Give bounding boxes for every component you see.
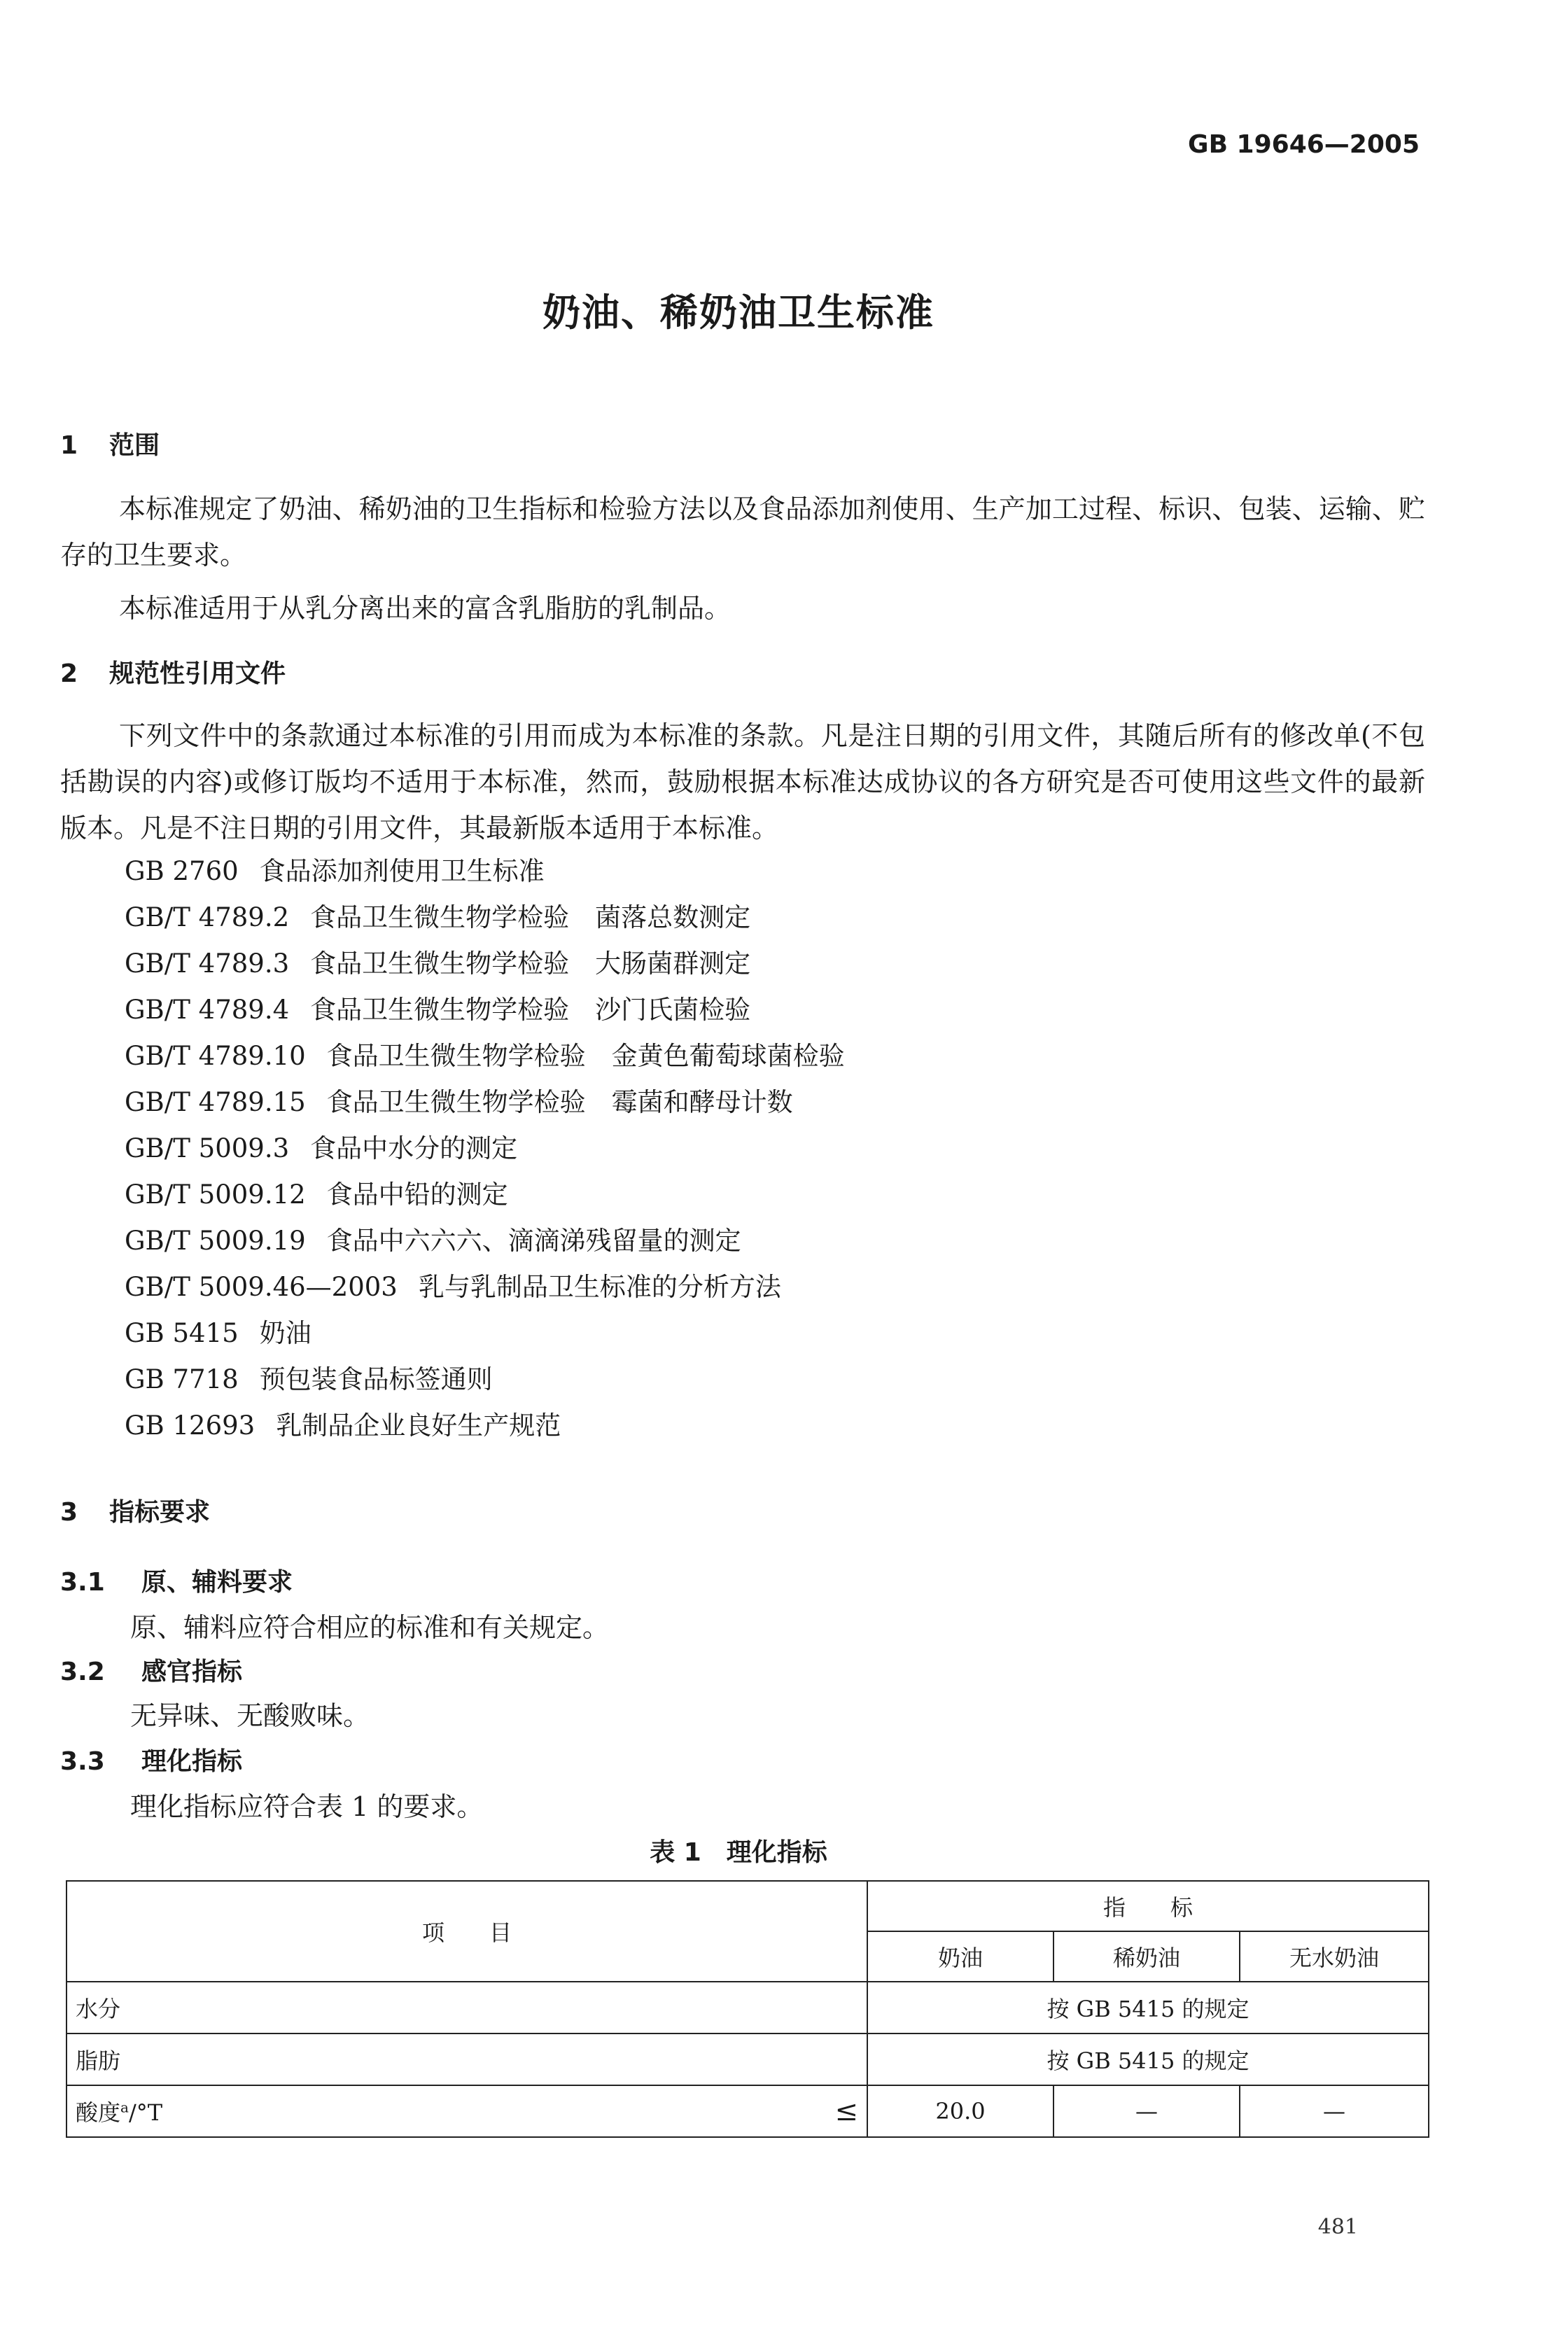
reference-title: 食品卫生微生物学检验 金黄色葡萄球菌检验: [326, 1041, 845, 1071]
reference-item: [125, 1310, 845, 1357]
subsection-3-3-heading: [60, 1742, 242, 1777]
section-title: 理化指标: [141, 1747, 243, 1776]
section-1-paragraph-2: 本标准适用于从乳分离出来的富含乳脂肪的乳制品。: [119, 593, 732, 624]
table-row: [66, 1982, 1429, 2033]
section-number: 3.3: [60, 1747, 105, 1776]
subsection-3-3-text: 理化指标应符合表 1 的要求。: [130, 1791, 484, 1822]
reference-item: [125, 848, 845, 895]
section-1-heading: [60, 426, 160, 461]
reference-code: GB 5415: [125, 1318, 239, 1348]
section-title: 指标要求: [109, 1498, 211, 1527]
page-number: 481: [1317, 2215, 1358, 2239]
reference-title: 预包装食品标签通则: [259, 1364, 493, 1394]
table-row: [66, 2085, 1429, 2137]
reference-item: [125, 1079, 845, 1126]
section-3-heading: [60, 1492, 210, 1528]
reference-code: GB/T 4789.10: [125, 1041, 306, 1071]
reference-title: 奶油: [259, 1318, 312, 1348]
reference-item: [125, 1403, 845, 1449]
row-item-label: 酸度: [76, 2099, 121, 2126]
reference-title: 食品中水分的测定: [310, 1133, 518, 1163]
table-header-row: [66, 1881, 1429, 1931]
reference-code: GB/T 5009.19: [125, 1226, 306, 1256]
header-index: 指 标: [867, 1881, 1429, 1931]
value-cell: 20.0: [867, 2085, 1054, 2137]
reference-item: [125, 987, 845, 1033]
reference-code: GB/T 5009.46—2003: [125, 1272, 398, 1302]
row-item: 水分: [66, 1982, 867, 2033]
table-row: [66, 2033, 1429, 2085]
reference-title: 食品中铅的测定: [326, 1180, 508, 1210]
reference-code: GB/T 4789.4: [125, 995, 290, 1025]
section-number: 3.2: [60, 1658, 105, 1686]
reference-code: GB/T 4789.3: [125, 948, 290, 979]
column-header: 无水奶油: [1240, 1931, 1429, 1982]
reference-title: 食品卫生微生物学检验 沙门氏菌检验: [310, 995, 751, 1025]
less-equal-symbol: ≤: [834, 2095, 858, 2127]
reference-title: 食品添加剂使用卫生标准: [259, 856, 545, 886]
row-merged-value: 按 GB 5415 的规定: [867, 1982, 1429, 2033]
row-item: [66, 2085, 867, 2137]
reference-item: [125, 1264, 845, 1310]
reference-code: GB 7718: [125, 1364, 239, 1394]
row-item: 脂肪: [66, 2033, 867, 2085]
reference-code: GB 12693: [125, 1410, 255, 1441]
section-2-heading: [60, 654, 286, 690]
section-2-paragraph-1: 下列文件中的条款通过本标准的引用而成为本标准的条款。凡是注日期的引用文件，其随后所有的修改单(不包括勘误的内容)或修订版均不适用于本标准，然而，鼓励根据本标准达成协议的各方研究是否可使用这些文件的最新版本。凡是不注日期的引用文件，其最新版本适用于本标准。: [60, 720, 1425, 844]
footnote-marker: a: [120, 2099, 129, 2116]
section-title: 范围: [109, 431, 160, 460]
subsection-3-1-text: 原、辅料应符合相应的标准和有关规定。: [130, 1612, 610, 1643]
column-header: 稀奶油: [1054, 1931, 1240, 1982]
section-title: 规范性引用文件: [109, 659, 286, 688]
reference-code: GB/T 5009.12: [125, 1180, 306, 1210]
header-item: 项 目: [66, 1881, 867, 1982]
section-number: 3.1: [60, 1568, 105, 1597]
reference-code: GB/T 5009.3: [125, 1133, 290, 1163]
reference-title: 食品卫生微生物学检验 菌落总数测定: [310, 902, 751, 932]
reference-code: GB/T 4789.15: [125, 1087, 306, 1117]
row-item-unit: /°T: [128, 2099, 163, 2126]
section-number: 2: [60, 659, 78, 688]
table-caption: 表 1 理化指标: [650, 1838, 827, 1867]
physicochemical-table: [66, 1880, 1429, 2138]
reference-title: 食品卫生微生物学检验 霉菌和酵母计数: [326, 1087, 793, 1117]
reference-title: 食品卫生微生物学检验 大肠菌群测定: [310, 948, 751, 979]
reference-title: 乳制品企业良好生产规范: [276, 1410, 561, 1441]
reference-code: GB/T 4789.2: [125, 902, 290, 932]
reference-item: [125, 895, 845, 941]
reference-item: [125, 1033, 845, 1079]
section-number: 1: [60, 431, 78, 460]
reference-item: [125, 1218, 845, 1264]
reference-title: 乳与乳制品卫生标准的分析方法: [418, 1272, 781, 1302]
reference-item: [125, 1172, 845, 1218]
reference-title: 食品中六六六、滴滴涕残留量的测定: [326, 1226, 741, 1256]
document-title: 奶油、稀奶油卫生标准: [542, 290, 934, 335]
subsection-3-1-heading: [60, 1562, 293, 1598]
reference-item: [125, 941, 845, 987]
section-title: 感官指标: [141, 1658, 243, 1686]
section-title: 原、辅料要求: [141, 1568, 293, 1597]
row-merged-value: 按 GB 5415 的规定: [867, 2033, 1429, 2085]
value-cell: —: [1240, 2085, 1429, 2137]
value-cell: —: [1054, 2085, 1240, 2137]
section-number: 3: [60, 1498, 78, 1527]
column-header: 奶油: [867, 1931, 1054, 1982]
subsection-3-2-text: 无异味、无酸败味。: [130, 1700, 370, 1731]
section-1-paragraph-1: 本标准规定了奶油、稀奶油的卫生指标和检验方法以及食品添加剂使用、生产加工过程、标识、包装、运输、贮存的卫生要求。: [60, 493, 1425, 570]
reference-code: GB 2760: [125, 856, 239, 886]
subsection-3-2-heading: [60, 1652, 242, 1688]
reference-list: [125, 848, 845, 1449]
standard-code: GB 19646—2005: [1188, 130, 1420, 159]
reference-item: [125, 1126, 845, 1172]
reference-item: [125, 1357, 845, 1403]
